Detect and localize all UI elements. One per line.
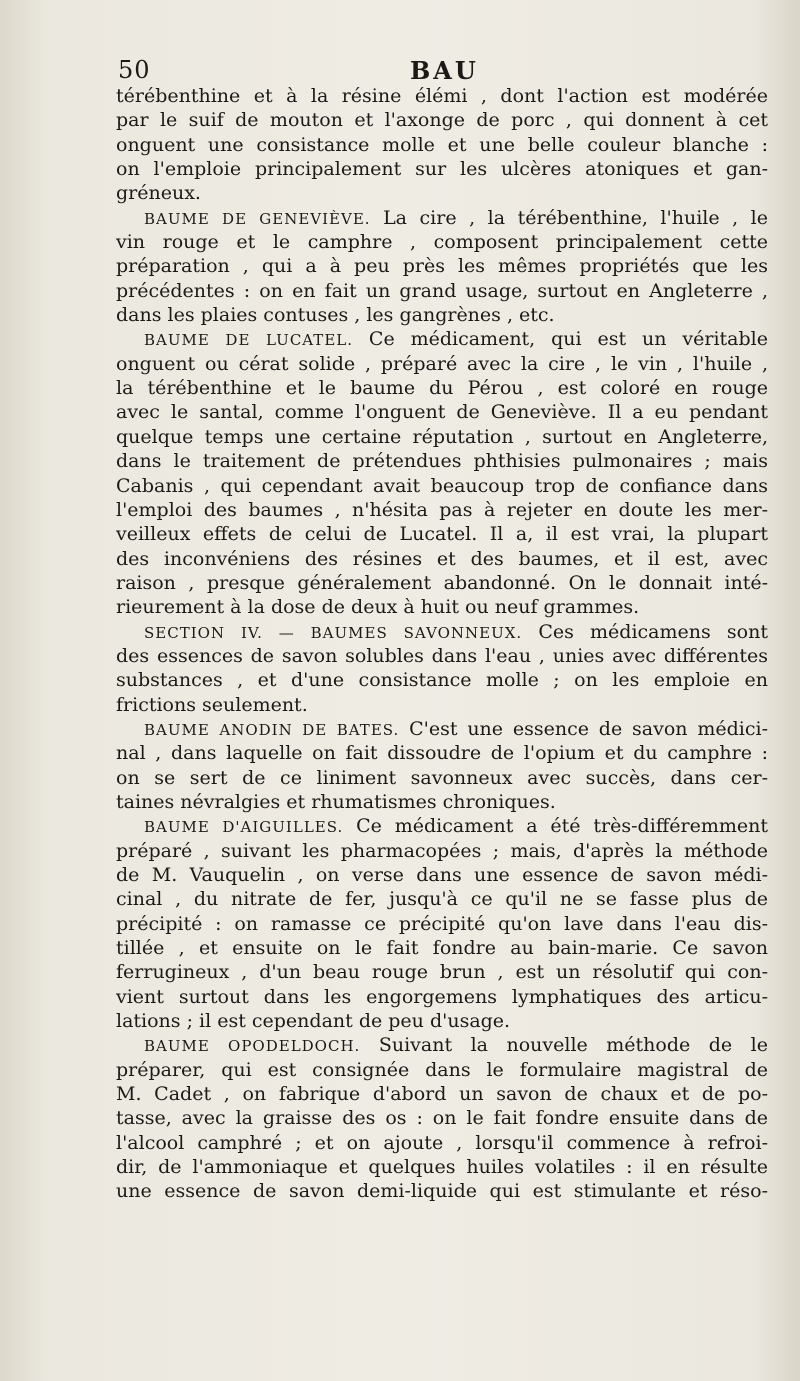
running-head: BAU <box>410 56 479 85</box>
line-text: on l'emploie principalement sur les ulcères atoniques et gan- <box>116 158 768 181</box>
line-text: cinal , du nitrate de fer, jusqu'à ce qu'il ne se fasse plus de <box>116 888 768 911</box>
line-text: vin rouge et le camphre , composent principalement cette <box>116 231 768 254</box>
page-header <box>118 56 758 86</box>
line-text: dir, de l'ammoniaque et quelques huiles volatiles : il en résulte <box>116 1156 768 1179</box>
body-text <box>116 84 768 1204</box>
text-line <box>116 912 768 936</box>
text-line <box>116 839 768 863</box>
line-text: avec le santal, comme l'onguent de Geneviève. Il a eu pendant <box>116 401 768 424</box>
text-line <box>116 254 768 278</box>
entry-heading: BAUME DE GENEVIÈVE. <box>144 209 371 228</box>
text-line <box>116 1058 768 1082</box>
text-line <box>116 352 768 376</box>
line-text: on se sert de ce liniment savonneux avec succès, dans cer- <box>116 766 768 789</box>
text-line <box>116 1009 768 1033</box>
line-text: C'est une essence de savon médici- <box>399 717 768 740</box>
text-line <box>116 498 768 522</box>
line-text: Ce médicament a été très-différemment <box>343 815 768 838</box>
line-text: précédentes : on en fait un grand usage, surtout en Angleterre , <box>116 279 768 302</box>
line-text: des inconvéniens des résines et des baumes, et il est, avec <box>116 547 768 570</box>
text-line <box>116 327 768 351</box>
page-number: 50 <box>118 56 151 84</box>
line-text: onguent une consistance molle et une belle couleur blanche : <box>116 133 768 156</box>
line-text: dans les plaies contuses , les gangrènes , etc. <box>116 304 555 327</box>
line-text: La cire , la térébenthine, l'huile , le <box>370 206 768 229</box>
line-text: tasse, avec la graisse des os : on le fait fondre ensuite dans de <box>116 1107 768 1130</box>
line-text: frictions seulement. <box>116 693 308 716</box>
line-text: préparé , suivant les pharmacopées ; mais, d'après la méthode <box>116 839 768 862</box>
text-line <box>116 133 768 157</box>
line-text: Ce médicament, qui est un véritable <box>353 328 768 351</box>
line-text: préparation , qui a à peu près les mêmes propriétés que les <box>116 255 768 278</box>
text-line <box>116 887 768 911</box>
entry-heading: SECTION IV. — BAUMES SAVONNEUX. <box>144 623 523 642</box>
text-line <box>116 741 768 765</box>
text-line <box>116 522 768 546</box>
line-text: térébenthine et à la résine élémi , dont l'action est modérée <box>116 85 768 107</box>
line-text: rieurement à la dose de deux à huit ou neuf grammes. <box>116 596 640 619</box>
text-line <box>116 985 768 1009</box>
text-line <box>116 425 768 449</box>
line-text: raison , presque généralement abandonné. On le donnait inté- <box>116 571 768 594</box>
line-text: préparer, qui est consignée dans le formulaire magistral de <box>116 1058 768 1081</box>
text-line <box>116 1033 768 1057</box>
line-text: tillée , et ensuite on le fait fondre au bain-marie. Ce savon <box>116 937 768 960</box>
line-text: taines névralgies et rhumatismes chroniques. <box>116 790 556 813</box>
text-line <box>116 376 768 400</box>
text-line <box>116 449 768 473</box>
text-line <box>116 400 768 424</box>
line-text: gréneux. <box>116 182 201 205</box>
line-text: dans le traitement de prétendues phthisies pulmonaires ; mais <box>116 450 768 473</box>
entry-heading: BAUME ANODIN DE BATES. <box>144 720 400 739</box>
text-line <box>116 1082 768 1106</box>
line-text: de M. Vauquelin , on verse dans une essence de savon médi- <box>116 864 768 886</box>
text-line <box>116 693 768 717</box>
text-line <box>116 814 768 838</box>
text-line <box>116 936 768 960</box>
text-line <box>116 1131 768 1155</box>
line-text: vient surtout dans les engorgemens lymphatiques des articu- <box>116 985 768 1008</box>
line-text: ferrugineux , d'un beau rouge brun , est un résolutif qui con- <box>116 961 768 984</box>
text-line <box>116 279 768 303</box>
text-line <box>116 547 768 571</box>
entry-heading: BAUME OPODELDOCH. <box>144 1037 361 1056</box>
line-text: Ces médicamens sont <box>522 620 768 643</box>
text-line <box>116 960 768 984</box>
line-text: l'emploi des baumes , n'hésita pas à rejeter en doute les mer- <box>116 498 768 521</box>
line-text: précipité : on ramasse ce précipité qu'on lave dans l'eau dis- <box>116 912 768 935</box>
text-line <box>116 1155 768 1179</box>
line-text: une essence de savon demi-liquide qui est stimulante et réso- <box>116 1180 768 1203</box>
line-text: quelque temps une certaine réputation , surtout en Angleterre, <box>116 425 768 448</box>
text-line <box>116 230 768 254</box>
line-text: substances , et d'une consistance molle ; on les emploie en <box>116 669 768 692</box>
text-line <box>116 108 768 132</box>
text-line <box>116 863 768 887</box>
text-line <box>116 644 768 668</box>
entry-heading: BAUME DE LUCATEL. <box>144 331 353 350</box>
line-text: Cabanis , qui cependant avait beaucoup trop de confiance dans <box>116 474 768 497</box>
text-line <box>116 474 768 498</box>
text-line <box>116 571 768 595</box>
text-line <box>116 1179 768 1203</box>
text-line <box>116 766 768 790</box>
line-text: lations ; il est cependant de peu d'usage. <box>116 1010 511 1033</box>
line-text: nal , dans laquelle on fait dissoudre de l'opium et du camphre : <box>116 742 768 765</box>
text-line <box>116 668 768 692</box>
text-line <box>116 157 768 181</box>
line-text: la térébenthine et le baume du Pérou , est coloré en rouge <box>116 377 768 400</box>
text-line <box>116 84 768 108</box>
text-line <box>116 620 768 644</box>
line-text: M. Cadet , on fabrique d'abord un savon de chaux et de po- <box>116 1083 768 1106</box>
line-text: veilleux effets de celui de Lucatel. Il a, il est vrai, la plupart <box>116 523 768 546</box>
line-text: des essences de savon solubles dans l'eau , unies avec différentes <box>116 644 768 667</box>
line-text: par le suif de mouton et l'axonge de porc , qui donnent à cet <box>116 109 768 132</box>
text-line <box>116 206 768 230</box>
line-text: onguent ou cérat solide , préparé avec la cire , le vin , l'huile , <box>116 352 768 375</box>
line-text: Suivant la nouvelle méthode de le <box>360 1034 768 1057</box>
text-line <box>116 717 768 741</box>
text-line <box>116 1106 768 1130</box>
text-line <box>116 790 768 814</box>
text-line <box>116 303 768 327</box>
text-line <box>116 181 768 205</box>
entry-heading: BAUME D'AIGUILLES. <box>144 818 344 837</box>
text-line <box>116 595 768 619</box>
line-text: l'alcool camphré ; et on ajoute , lorsqu'il commence à refroi- <box>116 1131 768 1154</box>
